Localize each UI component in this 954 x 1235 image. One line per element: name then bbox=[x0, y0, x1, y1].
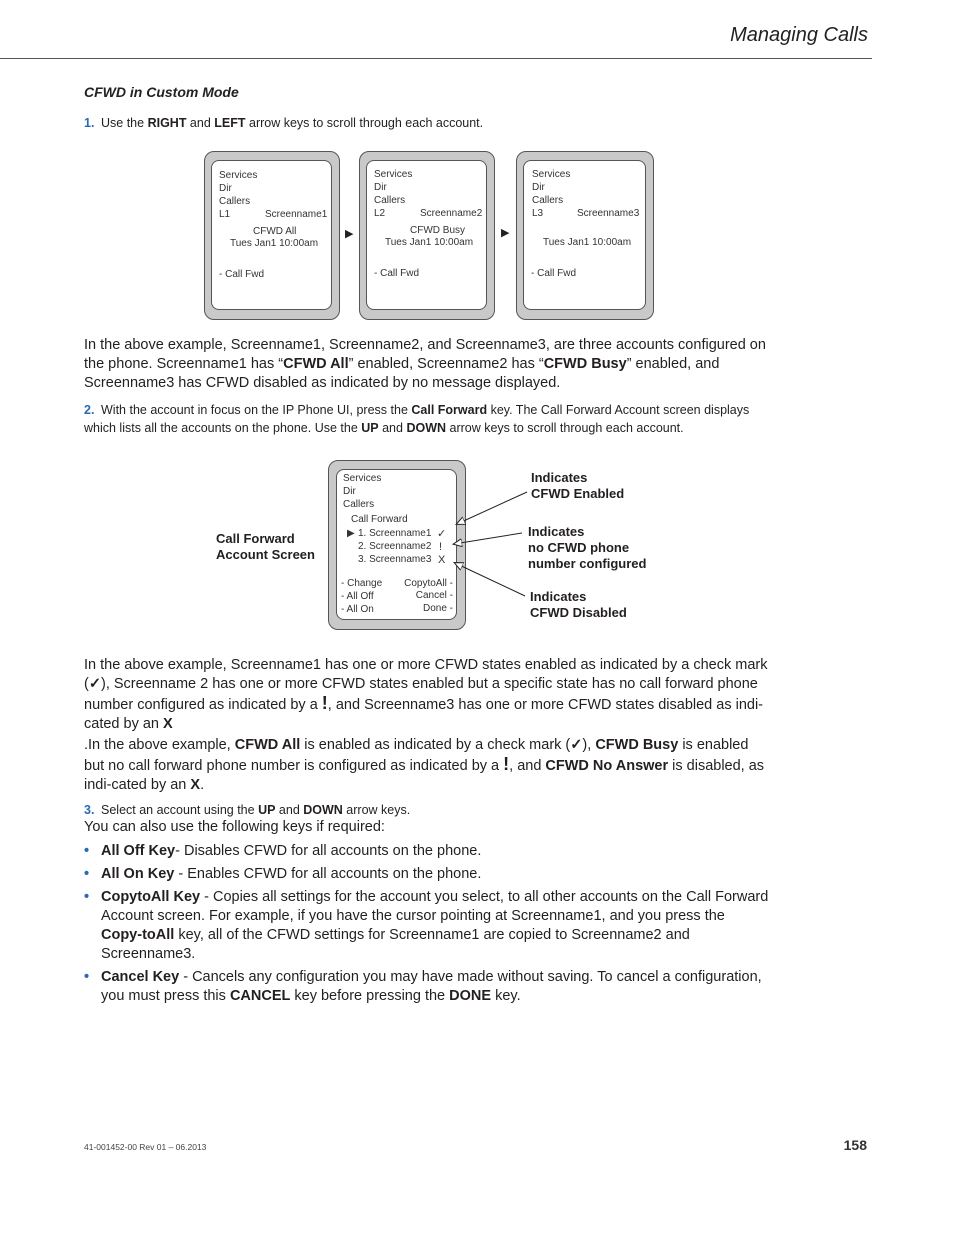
list-item: • Cancel Key - Cancels any configuration you may have made without saving. To cancel a configuration, you must press this CANCEL key before pressing the DONE key. bbox=[84, 969, 762, 1004]
section-title: CFWD in Custom Mode bbox=[84, 84, 239, 100]
exclamation-icon: ! bbox=[503, 754, 510, 774]
also-text: You can also use the following keys if required: bbox=[84, 819, 385, 835]
paragraph-1: In the above example, Screenname1, Screenname2, and Screenname3, are three accounts configured on the phone. Screenname1 has “CFWD All” enabled, Screenname2 has “CFWD Busy” enabled, and Screenname3 has CFWD disabled as indicated by no message displayed. bbox=[84, 337, 766, 391]
key-bullet-list bbox=[84, 842, 769, 1010]
exclamation-icon: ! bbox=[321, 693, 328, 713]
account-row[interactable]: 1. Screenname1 bbox=[358, 528, 432, 539]
phone-screen-2: Services Dir Callers L2 Screenname2 CFWD Busy Tues Jan1 10:00am - Call Fwd bbox=[359, 151, 495, 320]
callout-cfwd-disabled: Indicates CFWD Disabled bbox=[530, 589, 627, 620]
phone-screen-3: Services Dir Callers L3 Screenname3 Tues Jan1 10:00am - Call Fwd bbox=[516, 151, 654, 320]
call-forward-account-phone: Services Dir Callers Call Forward ▶ 1. Screenname1 2. Screenname2 3. Screenname3 ✓ ! X - Change - All Off - All On CopytoAll - Cancel - Done - bbox=[328, 460, 466, 630]
check-icon: ✓ bbox=[437, 528, 447, 540]
callout-no-cfwd-number: Indicates no CFWD phone number configured bbox=[528, 524, 647, 571]
softkey-done[interactable]: Done - bbox=[422, 603, 453, 614]
step-1: 1. Use the RIGHT and LEFT arrow keys to scroll through each account. bbox=[84, 116, 484, 130]
paragraph-2: In the above example, Screenname1 has one or more CFWD states enabled as indicated by a check mark (✓), Screenname 2 has one or more CFWD states enabled but a specific state has no call forward phone number configured as indicated by a !, and Screenname3 has one or more CFWD states disabled as indi-cated by an X bbox=[84, 657, 768, 732]
exclamation-icon: ! bbox=[439, 541, 443, 553]
header-divider bbox=[0, 58, 872, 59]
x-mark-icon: X bbox=[438, 554, 446, 566]
check-icon: ✓ bbox=[570, 737, 583, 753]
list-item: • All Off Key- Disables CFWD for all accounts on the phone. bbox=[84, 843, 482, 859]
page-header-title: Managing Calls bbox=[730, 24, 868, 46]
cursor-arrow-icon: ▶ bbox=[347, 528, 355, 539]
check-icon: ✓ bbox=[88, 676, 101, 692]
paragraph-3: .In the above example, CFWD All is enabled as indicated by a check mark (✓), CFWD Busy is enabled but no call forward phone number is configured as indicated by a !, and CFWD No Answer is disabled, as indi-cated by an X. bbox=[84, 737, 765, 793]
step-number: 2. bbox=[84, 403, 95, 417]
list-item: • All On Key - Enables CFWD for all accounts on the phone. bbox=[84, 866, 482, 882]
step-number: 1. bbox=[84, 116, 95, 130]
softkey-call-fwd[interactable]: - Call Fwd bbox=[531, 268, 577, 279]
phone-screen-1: Services Dir Callers L1 Screenname1 CFWD All Tues Jan1 10:00am - Call Fwd bbox=[204, 151, 340, 320]
softkey-copytoall[interactable]: CopytoAll - bbox=[404, 578, 453, 589]
softkey-cancel[interactable]: Cancel - bbox=[415, 590, 453, 601]
step-number: 3. bbox=[84, 803, 95, 817]
callout-cfwd-enabled: Indicates CFWD Enabled bbox=[531, 470, 625, 501]
account-row[interactable]: 3. Screenname3 bbox=[358, 554, 432, 565]
softkey-call-fwd[interactable]: - Call Fwd bbox=[374, 268, 420, 279]
right-arrow-icon: ▶ bbox=[501, 227, 510, 239]
arrow-to-exclamation bbox=[454, 533, 522, 544]
softkey-all-on[interactable]: - All On bbox=[341, 604, 374, 615]
account-row[interactable]: 2. Screenname2 bbox=[358, 541, 432, 552]
step-3: 3. Select an account using the UP and DOWN arrow keys. bbox=[84, 803, 411, 817]
arrow-to-x bbox=[455, 563, 525, 596]
list-item: • CopytoAll Key - Copies all settings for the account you select, to all other accounts on the Call Forward Account screen. For example, if you have the cursor pointing at Screenname1, and you press the Copy-toAll key, all of the CFWD settings for Screenname1 are copied to Screenname2 and Screenname3. bbox=[84, 889, 769, 962]
softkey-change[interactable]: - Change bbox=[341, 578, 383, 589]
footer-doc-id: 41-001452-00 Rev 01 – 06.2013 bbox=[84, 1142, 207, 1152]
right-arrow-icon: ▶ bbox=[345, 228, 354, 240]
arrow-to-check bbox=[457, 492, 527, 524]
softkey-all-off[interactable]: - All Off bbox=[341, 591, 374, 602]
step-2: 2. With the account in focus on the IP Phone UI, press the Call Forward key. The Call Forward Account screen displays which lists all the accounts on the phone. Use the UP and DOWN arrow keys to scroll through each account. bbox=[84, 403, 750, 435]
softkey-call-fwd[interactable]: - Call Fwd bbox=[219, 269, 265, 280]
label-call-forward-account-screen: Call Forward Account Screen bbox=[216, 531, 315, 562]
page-number: 158 bbox=[843, 1137, 867, 1153]
